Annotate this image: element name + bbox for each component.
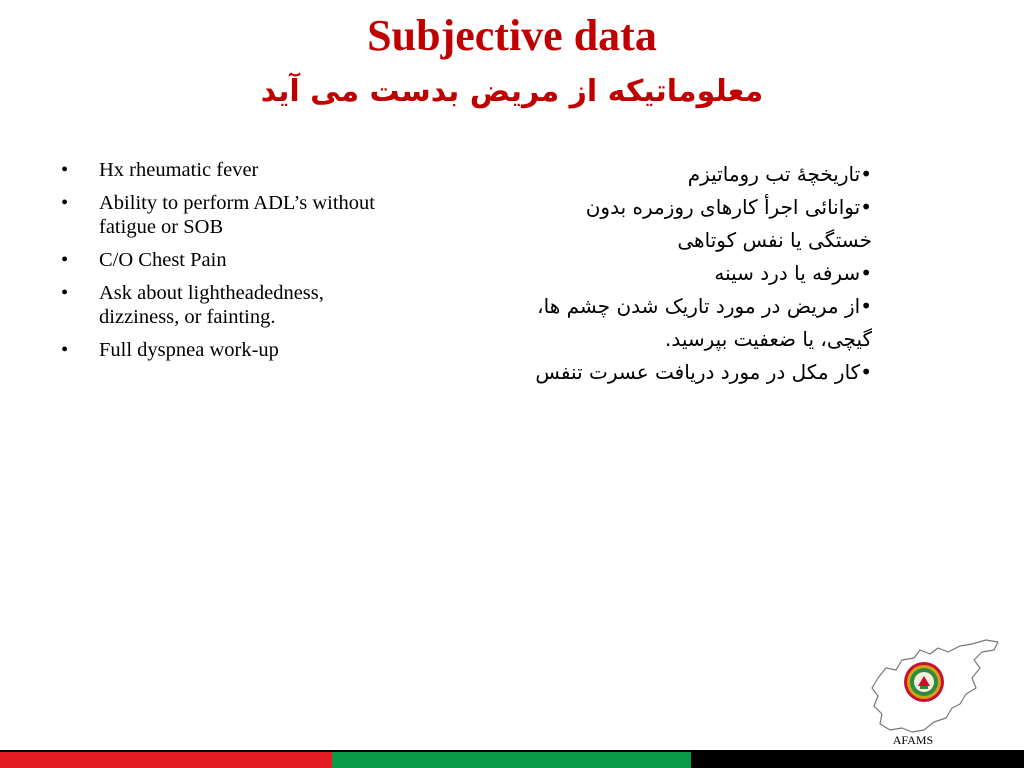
list-item-dari: •توانائی اجرأ کارهای روزمره بدون خستگی یا نفس کوتاهی <box>585 195 872 252</box>
list-item-dari: •سرفه یا درد سینه <box>714 261 872 285</box>
flag-color-bar <box>0 750 1024 768</box>
emblem-icon <box>904 662 944 702</box>
list-item-text: C/O Chest Pain <box>99 249 227 271</box>
list-item <box>56 158 396 182</box>
flag-red-segment <box>0 750 332 768</box>
dari-bullet-list <box>520 158 872 389</box>
list-item <box>56 248 396 272</box>
list-item-text: Ask about lightheadedness, dizziness, or fainting. <box>99 282 324 328</box>
list-item-text: Ability to perform ADL’s without fatigue or SOB <box>99 192 375 238</box>
bullet-icon: • <box>61 339 69 361</box>
bullet-icon: • <box>61 249 69 271</box>
english-bullet-list <box>56 158 396 371</box>
list-item <box>56 191 396 239</box>
slide-subtitle-dari: معلوماتیکه از مریض بدست می آید <box>260 74 764 109</box>
list-item <box>56 281 396 329</box>
bullet-icon: • <box>61 159 69 181</box>
list-item <box>56 338 396 362</box>
bullet-icon: • <box>61 282 69 304</box>
list-item-dari: •تاریخچۀ تب روماتیزم <box>687 162 872 186</box>
list-item-text: Full dyspnea work-up <box>99 339 279 361</box>
afams-label: AFAMS <box>892 733 934 747</box>
flag-black-segment <box>691 750 1024 768</box>
list-item-dari: •از مریض در مورد تاریک شدن چشم ها، گیچی، یا ضعفیت بپرسید. <box>537 294 872 351</box>
afghanistan-map-logo-icon <box>868 638 1002 738</box>
bullet-icon: • <box>61 192 69 214</box>
flag-green-segment <box>332 750 691 768</box>
slide-title: Subjective data <box>367 11 657 60</box>
list-item-text: Hx rheumatic fever <box>99 159 259 181</box>
list-item-dari: •کار مکل در مورد دریافت عسرت تنفس <box>535 360 872 384</box>
